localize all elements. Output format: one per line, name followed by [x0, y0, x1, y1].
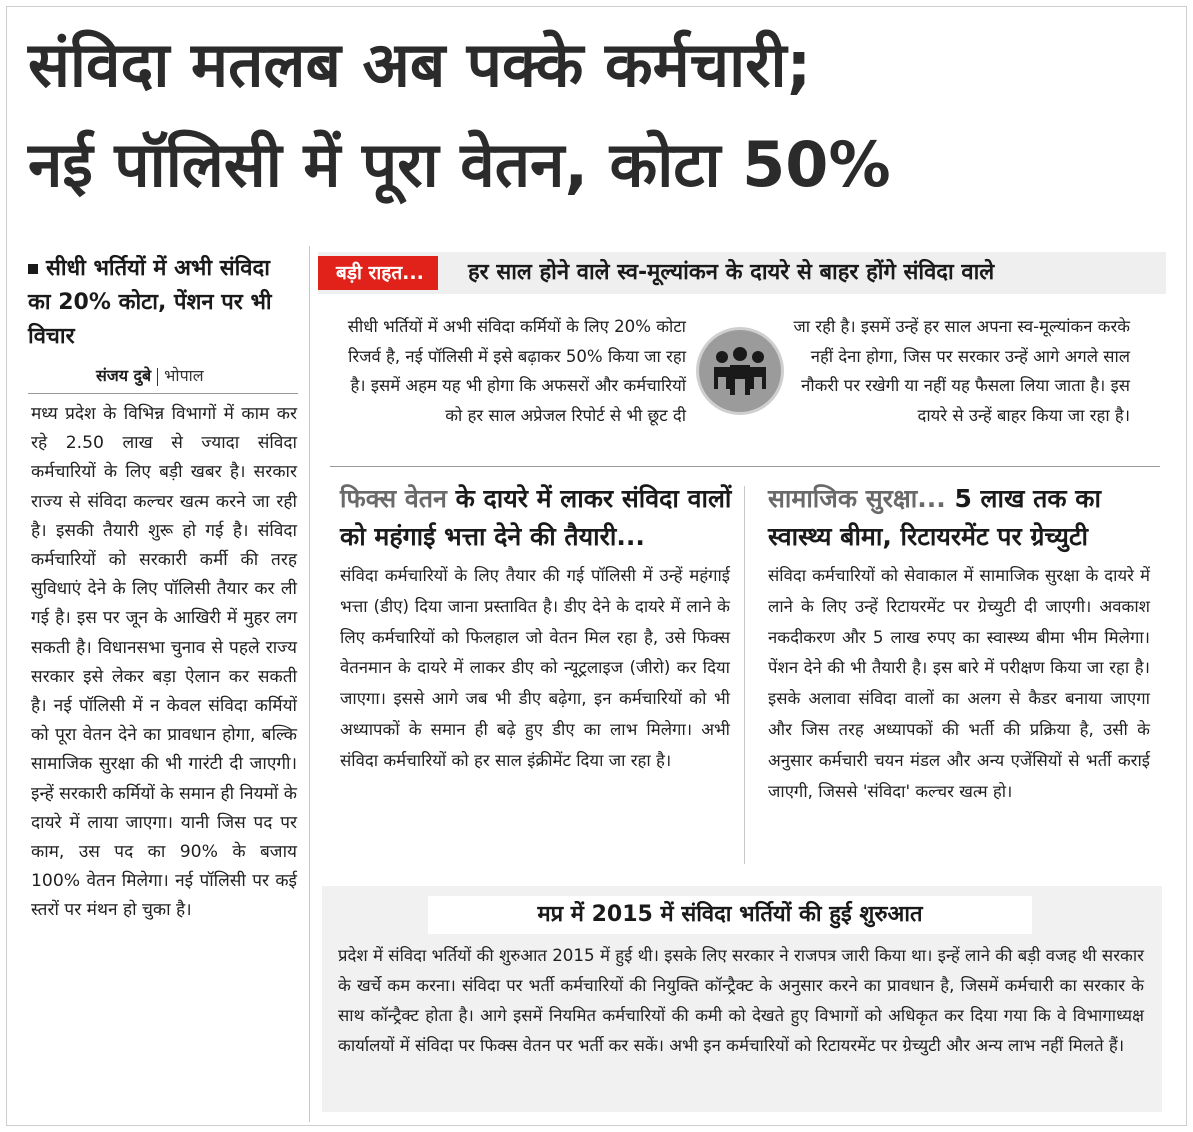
social-security-heading-lead: सामाजिक सुरक्षा...: [768, 484, 946, 513]
relief-headline: हर साल होने वाले स्व-मूल्यांकन के दायरे से बाहर होंगे संविदा वाले: [468, 260, 995, 285]
column-divider-middle: [744, 486, 745, 864]
people-group-svg: [708, 339, 772, 403]
section-rule: [330, 466, 1160, 467]
headline-line-1: संविदा मतलब अब पक्के कर्मचारी;: [28, 28, 812, 101]
history-body: प्रदेश में संविदा भर्तियों की शुरुआत 2015 में हुई थी। इसके लिए सरकार ने राजपत्र जारी किया था। इन्हें लाने की बड़ी वजह थी सरकार के खर्चे कम करना। संविदा पर भर्ती कर्मचारियों की नियुक्ति कॉन्ट्रैक्ट के अनुसार करने का प्रावधान है, जिसमें कर्मचारी का सरकार के साथ कॉन्ट्रैक्ट होता है। आगे इसमें नियमित कर्मचारियों की कमी को देखते हुए विभागों को अधिकृत कर दिया गया कि वे विभागाध्यक्ष कार्यालयों में संविदा पर फिक्स वेतन पर भर्ती कर सकें। अभी इन कर्मचारियों को रिटायरमेंट पर ग्रेच्युटी और अन्य लाभ नहीं मिलते हैं।: [338, 945, 1144, 1055]
social-security-heading-text: 5 लाख तक का स्वास्थ्य बीमा, रिटायरमेंट पर ग्रेच्युटी: [768, 484, 1101, 551]
headline-line-2: नई पॉलिसी में पूरा वेतन, कोटा 50%: [28, 128, 891, 201]
relief-banner: [318, 252, 1166, 294]
byline-rule: [28, 393, 298, 394]
byline-separator: [157, 368, 158, 386]
relief-tag: बड़ी राहत...: [318, 256, 438, 290]
dateline-location: भोपाल: [164, 366, 204, 385]
social-security-body: संविदा कर्मचारियों को सेवाकाल में सामाजिक सुरक्षा के दायरे में लाने के लिए उन्हें रिटायरमेंट पर ग्रेच्युटी दी जाएगी। अवकाश नकदीकरण और 5 लाख रुपए का स्वास्थ्य बीमा भीम मिलेगा। पेंशन देने की भी तैयारी है। इस बारे में परीक्षण किया जा रहा है। इसके अलावा संविदा वालों का अलग से कैडर बनाया जाएगा और जिस तरह अध्यापकों की भर्ती की प्रक्रिया है, उसी के अनुसार कर्मचारी चयन मंडल और अन्य एजेंसियों से भर्ती कराई जाएगी, जिससे 'संविदा' कल्चर खत्म हो।: [768, 565, 1150, 801]
people-group-icon: [699, 330, 781, 412]
column-divider-left: [309, 246, 310, 1122]
byline: [96, 364, 204, 388]
bullet-square-icon: [28, 264, 38, 274]
fixed-pay-heading-lead: फिक्स वेतन: [340, 484, 447, 513]
relief-body-right: जा रही है। इसमें उन्हें हर साल अपना स्व-मूल्यांकन करके नहीं देना होगा, जिस पर सरकार उन्हें आगे अगले साल नौकरी पर रखेगी या नहीं यह फैसला लिया जाता है। इस दायरे से उन्हें बाहर किया जा रहा है।: [793, 317, 1130, 425]
left-deck-text: सीधी भर्तियों में अभी संविदा का 20% कोटा, पेंशन पर भी विचार: [28, 256, 272, 349]
author-name: संजय दुबे: [96, 366, 152, 385]
left-deck: [28, 252, 300, 354]
history-title-box: [428, 896, 1032, 934]
relief-body-left: सीधी भर्तियों में अभी संविदा कर्मियों के लिए 20% कोटा रिजर्व है, नई पॉलिसी में इसे बढ़ाकर 50% किया जा रहा है। इसमें अहम यह भी होगा कि अफसरों और कर्मचारियों को हर साल अप्रेजल रिपोर्ट से भी छूट दी: [347, 317, 686, 425]
fixed-pay-heading: [340, 480, 740, 556]
fixed-pay-body: संविदा कर्मचारियों के लिए तैयार की गई पॉलिसी में उन्हें महंगाई भत्ता (डीए) दिया जाना प्रस्तावित है। डीए देने के दायरे में लाने के लिए कर्मचारियों को फिलहाल जो वेतन मिल रहा है, उसे फिक्स वेतनमान के दायरे में लाकर डीए को न्यूट्रलाइज (जीरो) कर दिया जाएगा। इससे आगे जब भी डीए बढ़ेगा, इन कर्मचारियों को भी अध्यापकों के समान ही बढ़े हुए डीए का लाभ मिलेगा। अभी संविदा कर्मचारियों को हर साल इंक्रीमेंट दिया जा रहा है।: [340, 565, 730, 770]
history-title: मप्र में 2015 में संविदा भर्तियों की हुई शुरुआत: [537, 902, 923, 927]
left-article-body: मध्य प्रदेश के विभिन्न विभागों में काम कर रहे 2.50 लाख से ज्यादा संविदा कर्मचारियों के लिए बड़ी खबर है। सरकार राज्य से संविदा कल्चर खत्म करने जा रही है। इसकी तैयारी शुरू हो गई है। संविदा कर्मचारियों को सरकारी कर्मी की तरह सुविधाएं देने के लिए पॉलिसी तैयार कर ली गई है। इस पर जून के आखिरी में मुहर लग सकती है। विधानसभा चुनाव से पहले राज्य सरकार इसे लेकर बड़ा ऐलान कर सकती है। नई पॉलिसी में न केवल संविदा कर्मियों को पूरा वेतन देने का प्रावधान होगा, बल्कि सामाजिक सुरक्षा की भी गारंटी दी जाएगी। इन्हें सरकारी कर्मियों के समान ही नियमों के दायरे में लाया जाएगा। यानी जिस पद पर काम, उस पद का 90% के बजाय 100% वेतन मिलेगा। नई पॉलिसी पर कई स्तरों पर मंथन हो चुका है।: [31, 404, 297, 921]
fixed-pay-heading-text: के दायरे में लाकर संविदा वालों को महंगाई भत्ता देने की तैयारी...: [340, 484, 732, 551]
social-security-heading: [768, 480, 1168, 556]
